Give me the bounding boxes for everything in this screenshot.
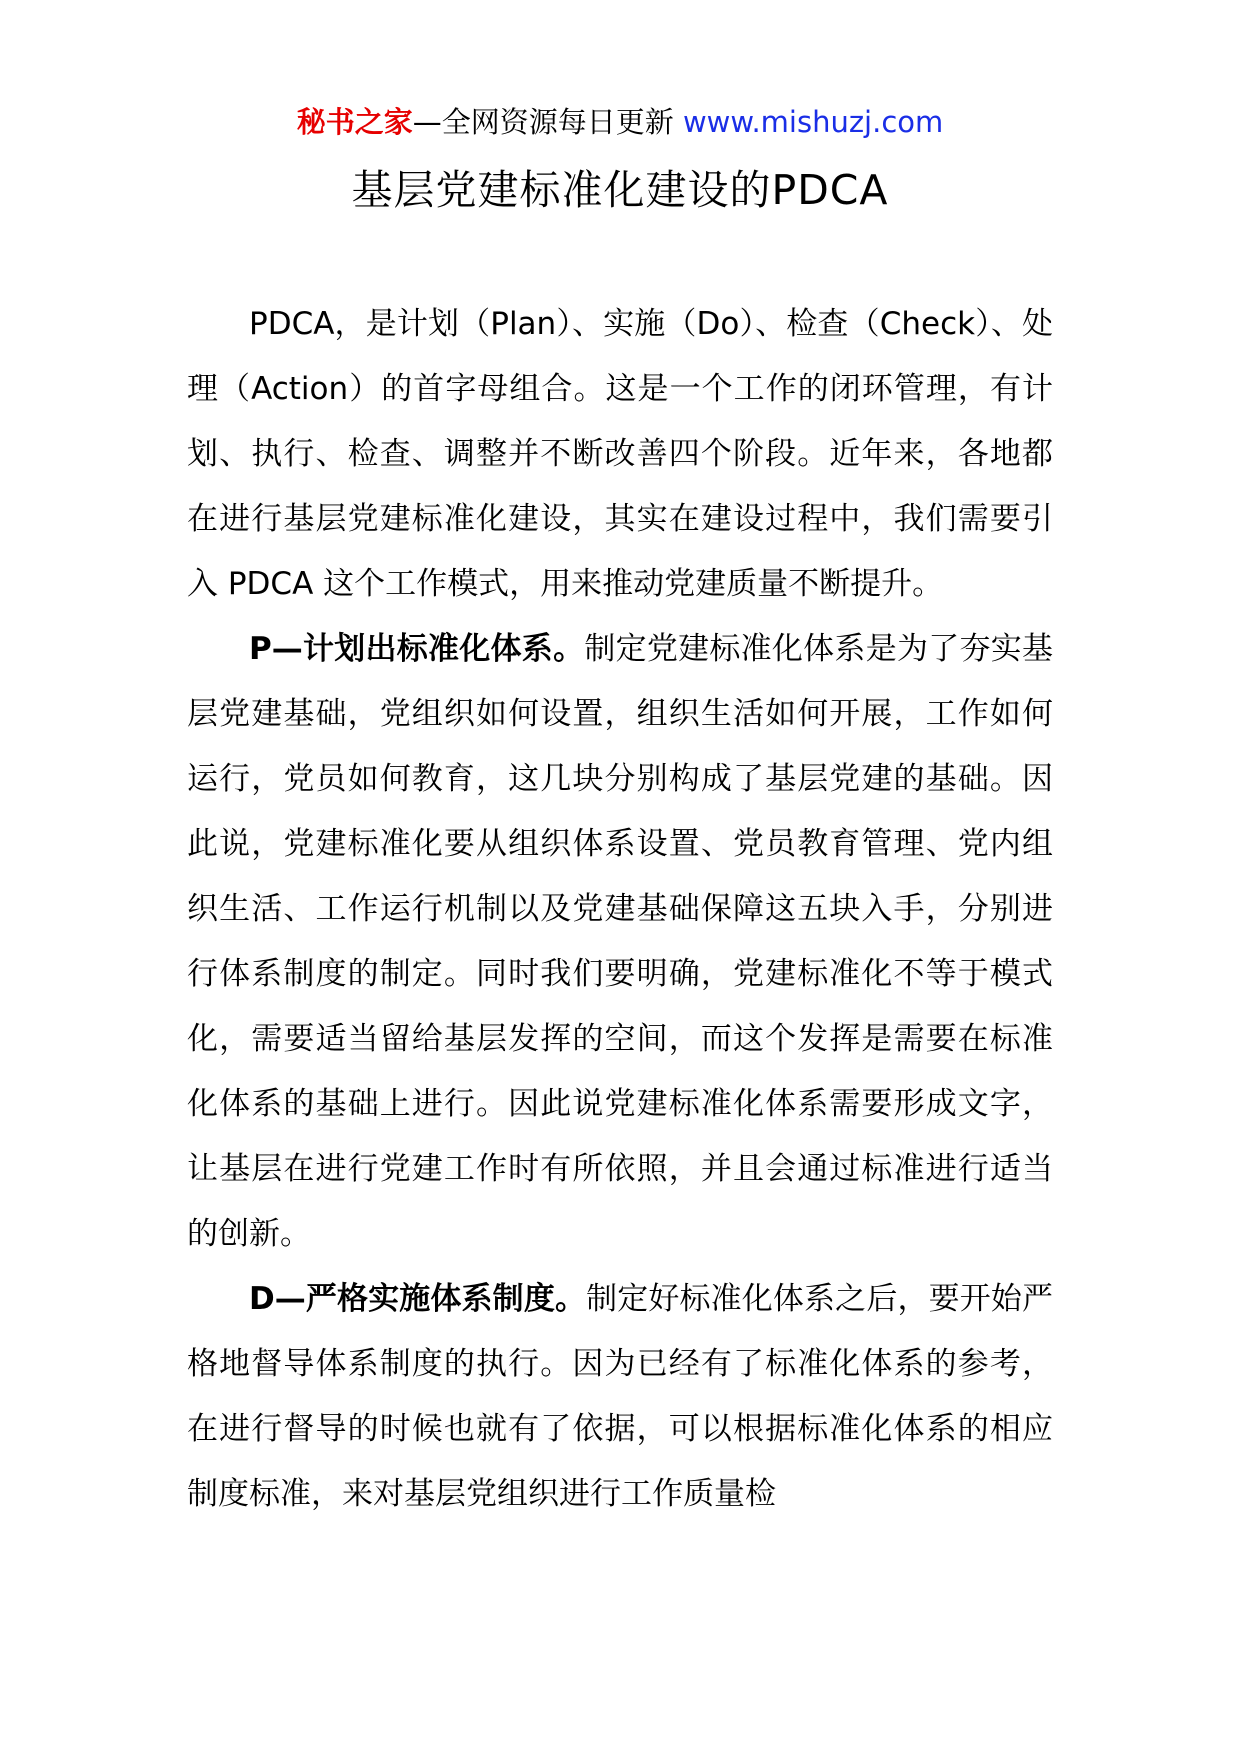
- site-url-link[interactable]: www.mishuzj.com: [682, 105, 944, 139]
- paragraph-text: 制定党建标准化体系是为了夯实基层党建基础，党组织如何设置，组织生活如何开展，工作如何运行，党员如何教育，这几块分别构成了基层党建的基础。因此说，党建标准化要从组织体系设置、党员教育管理、党内组织生活、工作运行机制以及党建基础保障这五块入手，分别进行体系制度的制定。同时我们要明确，党建标准化不等于模式化，需要适当留给基层发挥的空间，而这个发挥是需要在标准化体系的基础上进行。因此说党建标准化体系需要形成文字，让基层在进行党建工作时有所依照，并且会通过标准进行适当的创新。: [187, 631, 1053, 1252]
- paragraph-text: 制定好标准化体系之后，要开始严格地督导体系制度的执行。因为已经有了标准化体系的参考，在进行督导的时候也就有了依据，可以根据标准化体系的相应制度标准，来对基层党组织进行工作质量检: [187, 1281, 1053, 1512]
- paragraph-text: PDCA，是计划（Plan）、实施（Do）、检查（Check）、处理（Action）的首字母组合。这是一个工作的闭环管理，有计划、执行、检查、调整并不断改善四个阶段。近年来，各地都在进行基层党建标准化建设，其实在建设过程中，我们需要引入 PDCA 这个工作模式，用来推动党建质量不断提升。: [187, 306, 1053, 602]
- paragraph-intro: [187, 292, 1053, 617]
- paragraph-lead-heading: D—严格实施体系制度。: [249, 1281, 587, 1317]
- brand-name: 秘书之家: [296, 105, 413, 139]
- paragraph-plan: [187, 617, 1053, 1267]
- site-header: [0, 100, 1240, 144]
- header-tagline: —全网资源每日更新: [412, 105, 683, 139]
- document-body: [187, 292, 1053, 1527]
- paragraph-do: [187, 1267, 1053, 1527]
- document-title: 基层党建标准化建设的PDCA: [351, 166, 889, 214]
- paragraph-lead-heading: P—计划出标准化体系。: [249, 631, 585, 667]
